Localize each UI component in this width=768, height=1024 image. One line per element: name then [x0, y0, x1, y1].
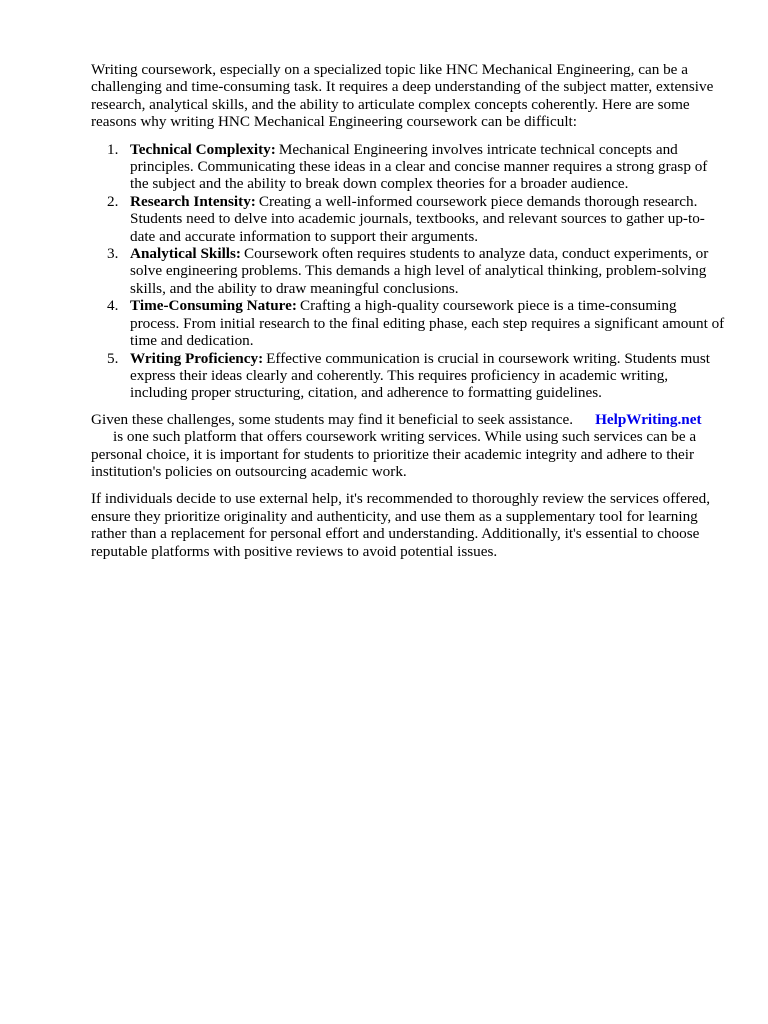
- list-item: [91, 141, 727, 193]
- list-text: Coursework often requires students to analyze data, conduct experiments, or solve engineering problems. This demands a high level of analytical thinking, problem-solving skills, and the ability to draw meaningful conclusions.: [130, 245, 709, 297]
- list-term: Analytical Skills:: [130, 245, 241, 263]
- reasons-list: [91, 141, 727, 402]
- list-number: 4.: [107, 297, 119, 315]
- assistance-paragraph: [91, 411, 727, 481]
- intro-paragraph: Writing coursework, especially on a specialized topic like HNC Mechanical Engineering, can be a challenging and time-consuming task. It requires a deep understanding of the subject matter, extensive research, analytical skills, and the ability to articulate complex concepts coherently. Here are some reasons why writing HNC Mechanical Engineering coursework can be difficult:: [91, 61, 714, 131]
- list-item: [91, 350, 727, 402]
- helpwriting-link[interactable]: HelpWriting.net: [595, 410, 702, 428]
- document-page: [91, 61, 727, 560]
- list-term: Time-Consuming Nature:: [130, 297, 297, 315]
- list-item: [91, 193, 727, 245]
- assistance-text-before: Given these challenges, some students may find it beneficial to seek assistance.: [91, 410, 574, 428]
- list-term: Writing Proficiency:: [130, 349, 264, 367]
- list-text: Mechanical Engineering involves intricate technical concepts and principles. Communicating these ideas in a clear and concise manner requires a strong grasp of the subject and the ability to break down complex theories for a broader audience.: [130, 140, 708, 193]
- list-term: Technical Complexity:: [130, 140, 276, 158]
- list-text: Creating a well-informed coursework piece demands thorough research. Students need to delve into academic journals, textbooks, and relevant sources to gather up-to-date and accurate information to support their arguments.: [130, 192, 705, 245]
- list-item: [91, 297, 727, 349]
- list-number: 5.: [107, 349, 119, 367]
- assistance-text-after: is one such platform that offers coursework writing services. While using such services can be a personal choice, it is important for students to prioritize their academic integrity and adhere to their institution's policies on outsourcing academic work.: [91, 428, 697, 480]
- external-help-paragraph: If individuals decide to use external help, it's recommended to thoroughly review the services offered, ensure they prioritize originality and authenticity, and use them as a supplementary tool for learning rather than a replacement for personal effort and understanding. Additionally, it's essential to choose reputable platforms with positive reviews to avoid potential issues.: [91, 490, 711, 560]
- list-number: 1.: [107, 140, 119, 158]
- list-text: Effective communication is crucial in coursework writing. Students must express their ideas clearly and coherently. This requires proficiency in academic writing, including proper structuring, citation, and adherence to formatting guidelines.: [130, 349, 711, 402]
- list-number: 3.: [107, 245, 119, 263]
- list-text: Crafting a high-quality coursework piece is a time-consuming process. From initial research to the final editing phase, each step requires a significant amount of time and dedication.: [130, 297, 725, 350]
- list-item: [91, 245, 727, 297]
- list-term: Research Intensity:: [130, 192, 256, 210]
- list-number: 2.: [107, 192, 119, 210]
